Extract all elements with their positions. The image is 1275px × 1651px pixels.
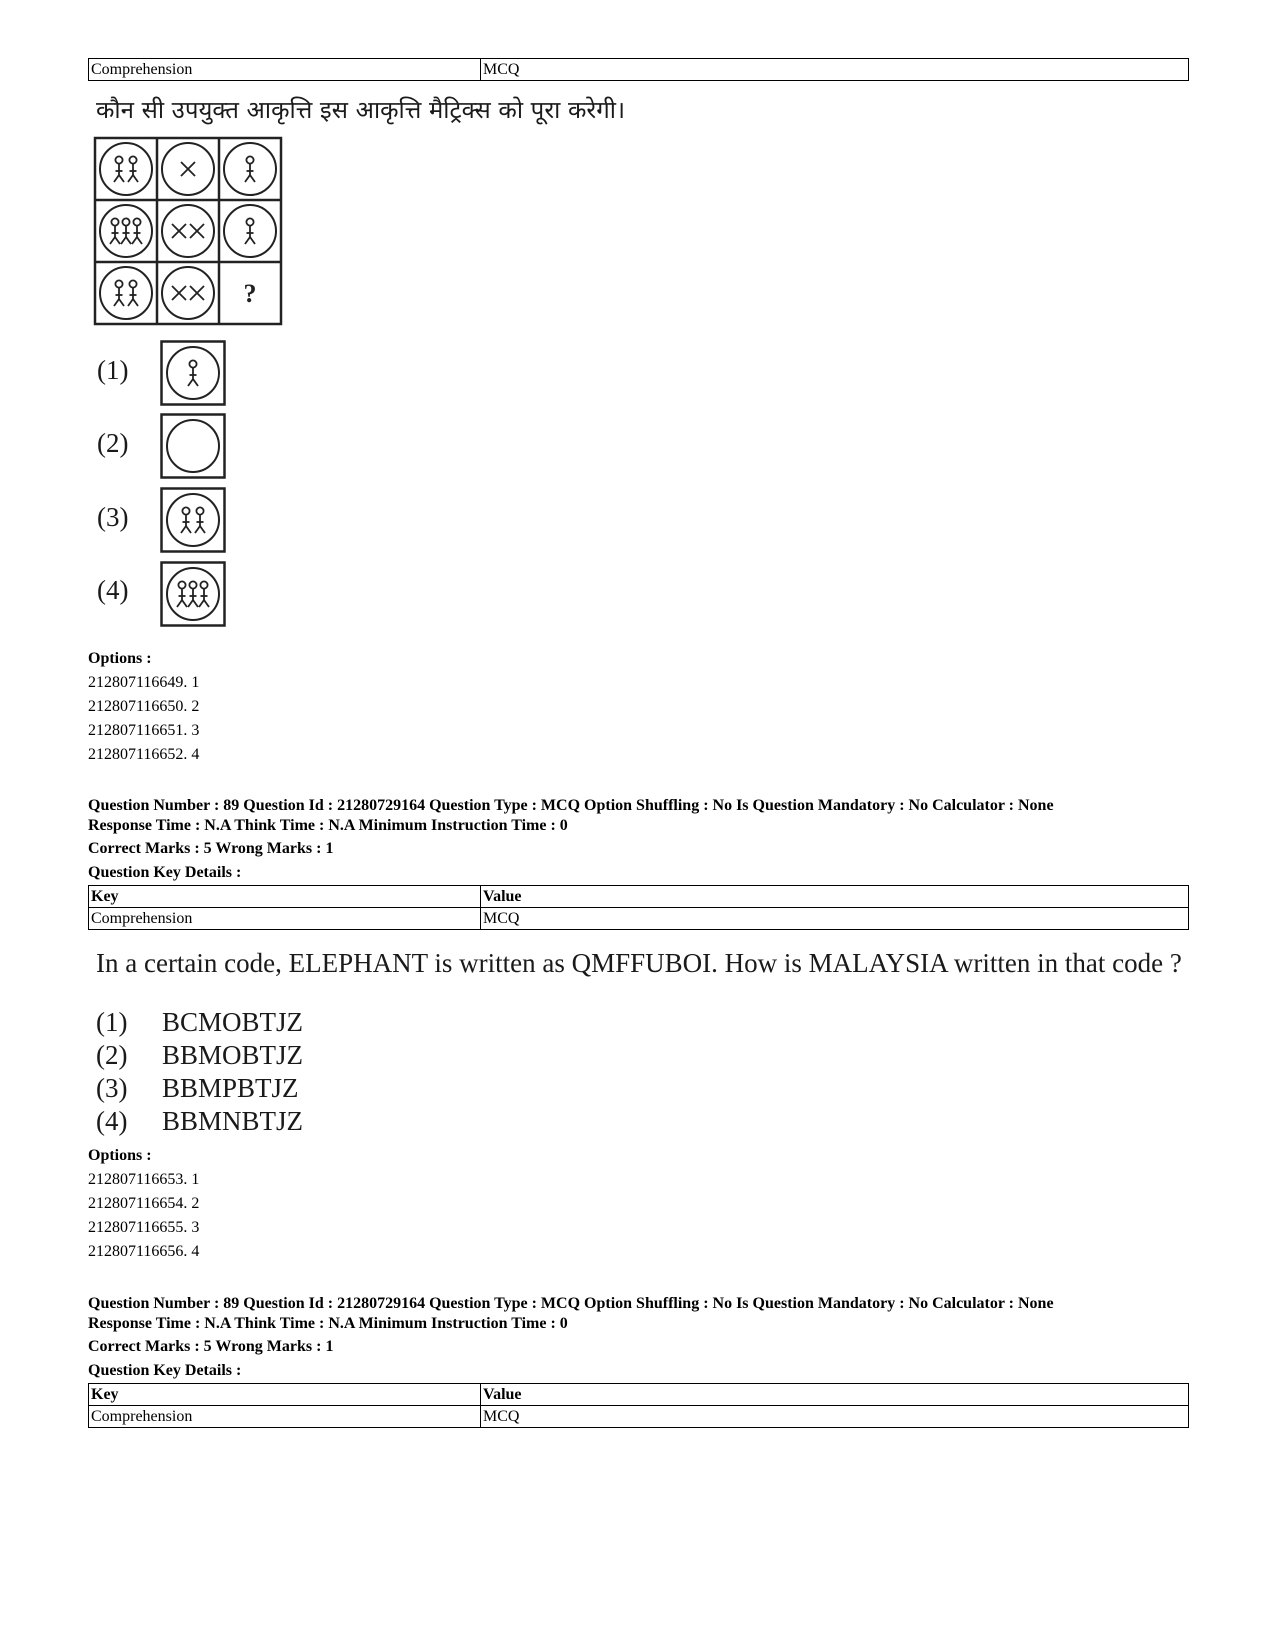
figure-option-label: (2) <box>97 428 129 458</box>
cell-two-figures <box>100 267 152 319</box>
question-meta-line2: Response Time : N.A Think Time : N.A Minimum Instruction Time : 0 <box>88 817 568 834</box>
options-title: Options : <box>88 1147 152 1164</box>
question-meta-line1: Question Number : 89 Question Id : 21280729164 Question Type : MCQ Option Shuffling : No Is Question Mandatory : No Calculator : None <box>88 797 1054 814</box>
cell-two-crosses <box>162 267 214 319</box>
question-marks: Correct Marks : 5 Wrong Marks : 1 <box>88 840 334 857</box>
options-list <box>88 1144 199 1264</box>
answer-number: (3) <box>96 1073 128 1103</box>
value-cell: MCQ <box>481 908 1189 930</box>
cell-two-crosses <box>162 205 214 257</box>
answer-option <box>96 1040 303 1071</box>
answer-option <box>96 1073 299 1104</box>
table-row <box>89 908 1189 930</box>
header-value: Value <box>481 886 1189 908</box>
table-row <box>89 59 1189 81</box>
cell-one-figure <box>224 205 276 257</box>
answer-option <box>96 1106 303 1137</box>
options-list <box>88 647 199 767</box>
value-cell: MCQ <box>481 1406 1189 1428</box>
option-item: 212807116650. 2 <box>88 698 200 715</box>
option-item: 212807116654. 2 <box>88 1195 200 1212</box>
figure-option-4 <box>160 561 226 627</box>
figure-option-3 <box>160 487 226 553</box>
table-header-row <box>89 1384 1189 1406</box>
figure-option-label: (3) <box>97 502 129 532</box>
key-details-table-top <box>88 58 1189 81</box>
answer-number: (2) <box>96 1040 128 1070</box>
cell-one-figure <box>224 143 276 195</box>
key-details-table <box>88 1383 1189 1428</box>
key-cell: Comprehension <box>89 59 481 81</box>
answer-text: BCMOBTJZ <box>162 1007 304 1037</box>
key-details-title: Question Key Details : <box>88 864 242 881</box>
key-details-title: Question Key Details : <box>88 1362 242 1379</box>
figure-option-1 <box>160 340 226 406</box>
figure-option-label: (1) <box>97 355 129 385</box>
answer-number: (1) <box>96 1007 128 1037</box>
question-mark: ? <box>243 279 257 308</box>
question-marks: Correct Marks : 5 Wrong Marks : 1 <box>88 1338 334 1355</box>
figure-option-2 <box>160 413 226 479</box>
answer-text: BBMOBTJZ <box>162 1040 304 1070</box>
option-item: 212807116655. 3 <box>88 1219 200 1236</box>
question-meta-line1: Question Number : 89 Question Id : 21280729164 Question Type : MCQ Option Shuffling : No Is Question Mandatory : No Calculator : None <box>88 1295 1054 1312</box>
answer-text: BBMNBTJZ <box>162 1106 304 1136</box>
table-row <box>89 1406 1189 1428</box>
answer-number: (4) <box>96 1106 128 1136</box>
figure-option-label: (4) <box>97 575 129 605</box>
key-cell: Comprehension <box>89 1406 481 1428</box>
header-value: Value <box>481 1384 1189 1406</box>
figure-matrix <box>93 136 283 326</box>
cell-two-figures <box>100 143 152 195</box>
question-text-hindi: कौन सी उपयुक्त आकृत्ति इस आकृत्ति मैट्रिक्स को पूरा करेगी। <box>96 96 626 124</box>
option-item: 212807116649. 1 <box>88 674 200 691</box>
question-meta-line2: Response Time : N.A Think Time : N.A Minimum Instruction Time : 0 <box>88 1315 568 1332</box>
answer-option <box>96 1007 303 1038</box>
table-header-row <box>89 886 1189 908</box>
key-details-table <box>88 885 1189 930</box>
option-item: 212807116652. 4 <box>88 746 200 763</box>
option-item: 212807116651. 3 <box>88 722 200 739</box>
value-cell: MCQ <box>481 59 1189 81</box>
key-cell: Comprehension <box>89 908 481 930</box>
cell-one-cross <box>162 143 214 195</box>
header-key: Key <box>89 1384 481 1406</box>
option-item: 212807116656. 4 <box>88 1243 200 1260</box>
options-title: Options : <box>88 650 152 667</box>
question-text: In a certain code, ELEPHANT is written as QMFFUBOI. How is MALAYSIA written in that code ? <box>96 948 1182 978</box>
option-item: 212807116653. 1 <box>88 1171 200 1188</box>
header-key: Key <box>89 886 481 908</box>
cell-three-figures <box>100 205 152 257</box>
answer-text: BBMPBTJZ <box>162 1073 299 1103</box>
